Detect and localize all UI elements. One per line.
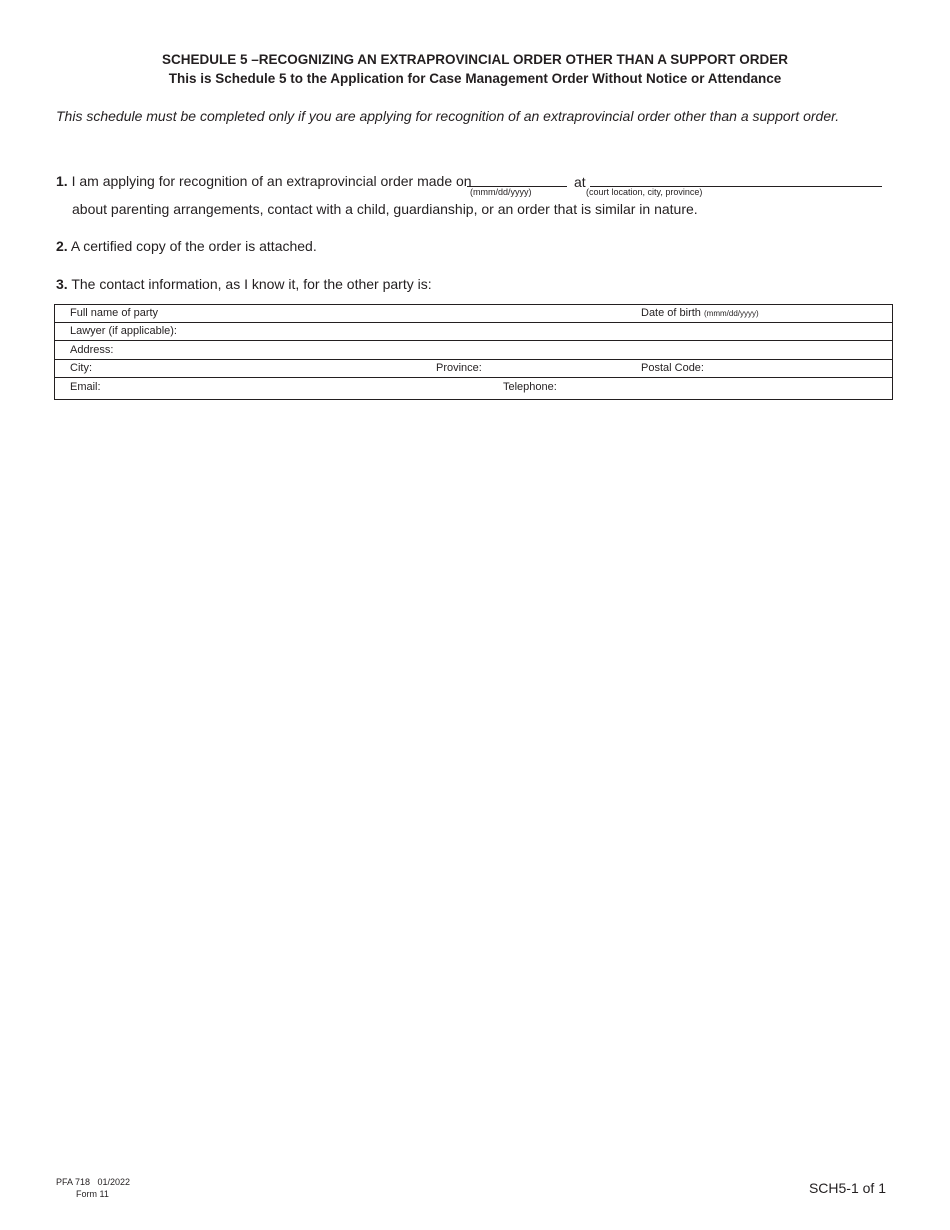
province-field[interactable]: Province:	[436, 362, 482, 374]
lawyer-field[interactable]: Lawyer (if applicable):	[70, 325, 177, 337]
table-divider	[55, 359, 892, 360]
form-code: PFA 718 01/2022	[56, 1177, 131, 1187]
page-number: SCH5-1 of 1	[808, 1180, 886, 1196]
item-1-number: 1.	[56, 173, 68, 189]
item-3-text: The contact information, as I know it, for the other party is:	[71, 276, 432, 292]
table-divider	[55, 377, 892, 378]
item-2-text: A certified copy of the order is attached.	[70, 238, 317, 254]
schedule-title: SCHEDULE 5 –RECOGNIZING AN EXTRAPROVINCIAL ORDER OTHER THAN A SUPPORT ORDER	[161, 52, 789, 67]
item-3-number: 3.	[56, 276, 68, 292]
date-of-birth-field[interactable]	[641, 307, 759, 319]
email-field[interactable]: Email:	[70, 381, 101, 393]
item-3	[56, 276, 432, 292]
item-2-number: 2.	[56, 238, 68, 254]
court-location-caption: (court location, city, province)	[586, 187, 703, 197]
schedule-subtitle: This is Schedule 5 to the Application for Case Management Order Without Notice or Attendance	[168, 71, 782, 86]
contact-info-table	[54, 304, 893, 400]
table-divider	[55, 340, 892, 341]
form-number: Form 11	[76, 1189, 109, 1199]
order-date-caption: (mmm/dd/yyyy)	[470, 187, 532, 197]
instructions-text: This schedule must be completed only if you are applying for recognition of an extraprovincial order other than a support order.	[56, 108, 840, 124]
postal-code-field[interactable]: Postal Code:	[641, 362, 704, 374]
item-1-text: I am applying for recognition of an extraprovincial order made on	[71, 173, 472, 189]
full-name-field[interactable]: Full name of party	[70, 307, 159, 319]
table-divider	[55, 322, 892, 323]
address-field[interactable]: Address:	[70, 344, 114, 356]
city-field[interactable]: City:	[70, 362, 92, 374]
date-of-birth-label: Date of birth	[641, 307, 701, 319]
item-1-continuation: about parenting arrangements, contact with a child, guardianship, or an order that is similar in nature.	[72, 201, 698, 217]
item-2	[56, 238, 317, 254]
telephone-field[interactable]: Telephone:	[503, 381, 557, 393]
at-word: at	[574, 174, 586, 190]
date-of-birth-format: (mmm/dd/yyyy)	[703, 309, 759, 318]
form-identifier	[56, 1176, 130, 1200]
item-1	[56, 173, 472, 189]
